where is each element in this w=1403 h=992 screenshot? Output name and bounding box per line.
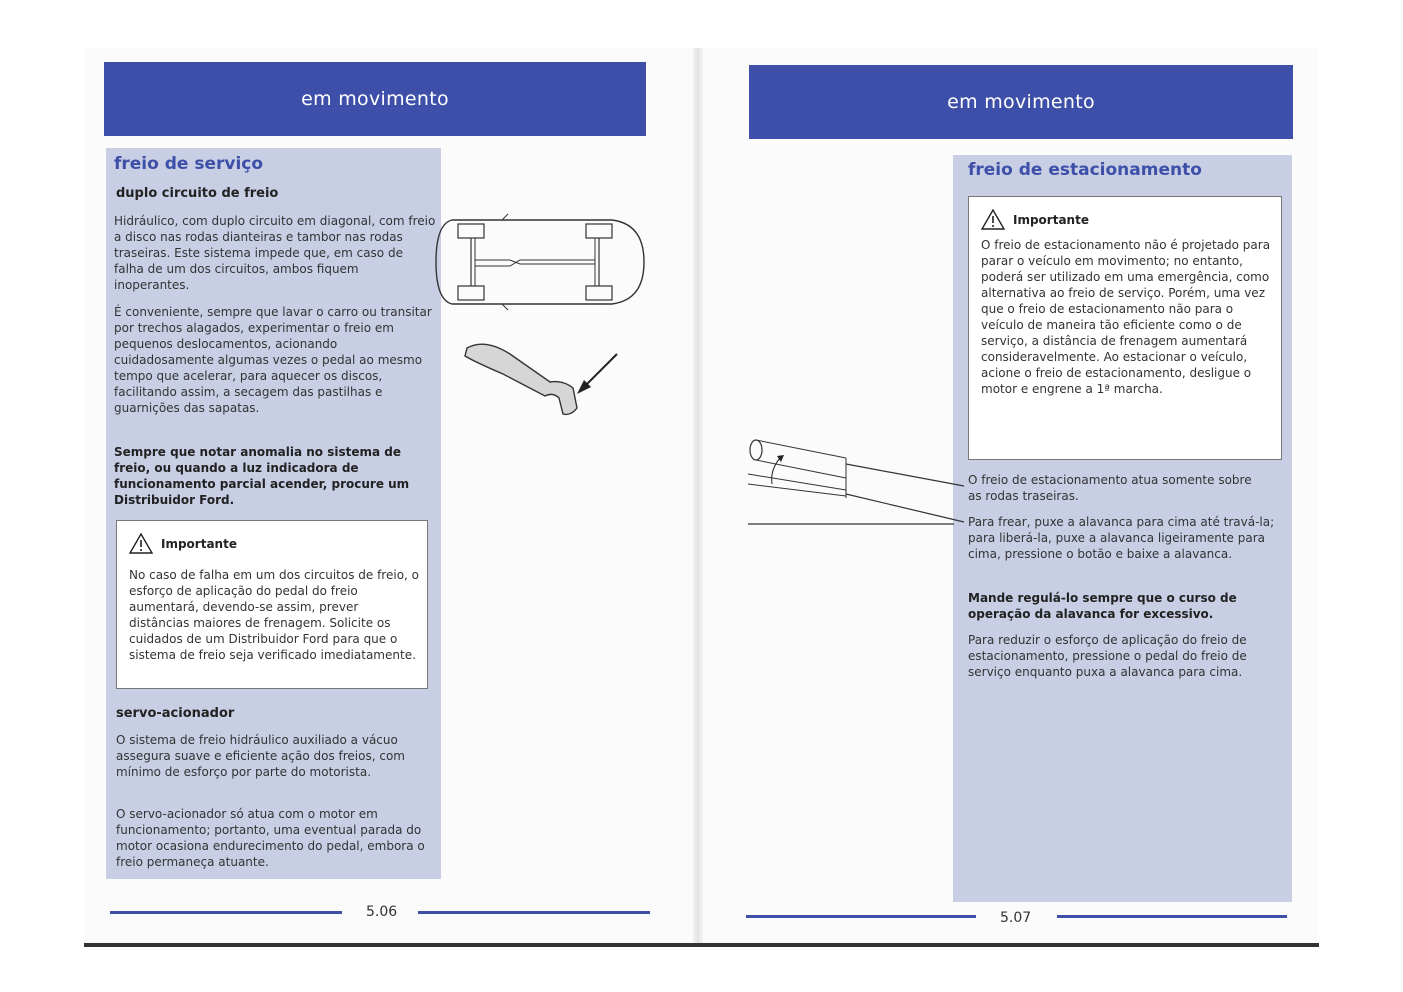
left-important-label: Importante [161,536,237,551]
left-subsection-duplo-circuito: duplo circuito de freio [116,186,279,201]
left-page-number: 5.06 [366,904,398,920]
right-page-number: 5.07 [1000,910,1032,926]
page-fold [693,48,703,943]
right-important-text: O freio de estacionamento não é projetado para parar o veículo em movimento; no entanto, poderá ser utilizado em uma emergência, como alternativa ao freio de serviço. Porém, uma vez que o freio de estacionamento não para o veículo de maneira tão eficiente como o de serviço, a distância de frenagem aumentará consideravelmente. Ao estacionar o veículo, acione o freio de estacionamento, desligue o motor e engrene a 1ª marcha. [981,238,1271,396]
left-important-box [116,520,428,689]
right-section-title: freio de estacionamento [968,160,1202,180]
right-page-header [749,65,1293,139]
right-header-title: em movimento [947,91,1095,113]
right-para-frear: Para frear, puxe a alavanca para cima até travá-la; para liberá-la, puxe a alavanca ligeiramente para cima, pressione o botão e baixe a alavanca. [968,515,1275,561]
car-brake-diagram [432,212,650,312]
right-para-regular: Mande regulá-lo sempre que o curso de operação da alavanca for excessivo. [968,591,1237,621]
warning-triangle-icon [981,209,1005,230]
left-subsection-servo: servo-acionador [116,706,235,721]
left-important-text: No caso de falha em um dos circuitos de freio, o esforço de aplicação do pedal do freio aumentará, devendo-se assim, prever distâncias maiores de frenagem. Solicite os cuidados de um Distribuidor Ford para que o sistema de freio seja verificado imediatamente. [129,568,420,662]
left-page-header [104,62,646,136]
right-important-box [968,196,1282,460]
brake-pedal-illustration [455,338,635,430]
left-para-conveniente: É conveniente, sempre que lavar o carro ou transitar por trechos alagados, experimentar o freio em pequenos deslocamentos, acionando cuidadosamente algumas vezes o pedal ao mesmo tempo que acelerar, para aquecer os discos, facilitando assim, a secagem das pastilhas e guarnições das sapatas. [114,305,432,415]
right-important-label: Importante [1013,212,1089,227]
parking-brake-lever-illustration [744,436,968,528]
left-para-anomalia: Sempre que notar anomalia no sistema de freio, ou quando a luz indicadora de funcionamento parcial acender, procure um Distribuidor Ford. [114,445,410,507]
left-para-servo-1: O sistema de freio hidráulico auxiliado a vácuo assegura suave e eficiente ação dos freios, com mínimo de esforço por parte do motorista. [116,733,405,779]
left-footer-rule-right [418,911,650,914]
left-section-title: freio de serviço [114,154,264,174]
left-para-hidraulico: Hidráulico, com duplo circuito em diagonal, com freio a disco nas rodas dianteiras e tambor nas rodas traseiras. Este sistema impede que, em caso de falha de um dos circuitos, ambos fiquem inoperantes. [114,214,436,292]
warning-triangle-icon [129,533,153,554]
right-footer-rule-right [1057,915,1287,918]
left-important-heading [129,533,237,554]
right-footer-rule-left [746,915,976,918]
left-header-title: em movimento [301,88,449,110]
right-para-reduzir-esforco: Para reduzir o esforço de aplicação do freio de estacionamento, pressione o pedal do freio de serviço enquanto puxa a alavanca para cima. [968,633,1247,679]
left-footer-rule-left [110,911,342,914]
right-important-heading [981,209,1089,230]
right-para-rodas-traseiras: O freio de estacionamento atua somente sobre as rodas traseiras. [968,473,1252,503]
left-para-servo-2: O servo-acionador só atua com o motor em funcionamento; portanto, uma eventual parada do motor ocasiona endurecimento do pedal, embora o freio permaneça atuante. [116,807,425,869]
